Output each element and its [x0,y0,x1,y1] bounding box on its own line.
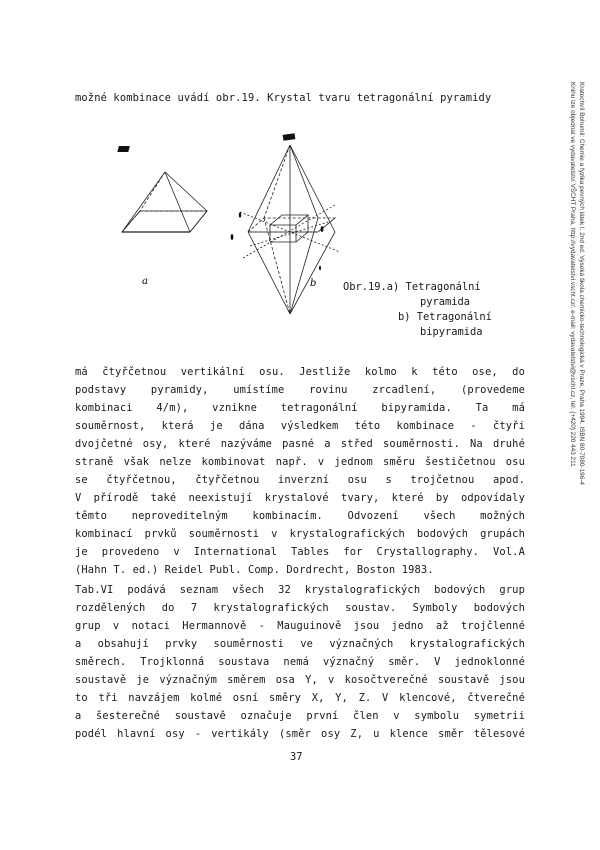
tetragonal-bipyramid-drawing [240,145,340,314]
body-line: grup v notaci Hermannově - Mauguinově jsou jedno až trojčlenné [75,620,525,632]
page-number: 37 [290,751,303,763]
body-line: souměrnost, která je dána výsledkem této kombinace - čtyři [75,420,525,432]
fourfold-axis-icon [283,133,296,141]
symmetry-axis-symbols [117,133,323,270]
figure-caption-line-1: Obr.19.a) Tetragonální [343,281,481,293]
body-line: rozdělených do 7 krystalografických soustav. Symboly bodových [75,602,525,614]
body-line: směrech. Trojklonná soustava nemá význačný směr. V jednoklonné [75,656,525,668]
body-line: V přírodě také neexistují krystalové tvary, které by odpovídaly [75,492,525,504]
figure-label-b: b [310,278,317,289]
side-note-line-2: Knihu lze objednat ve vydavatelství VŠCHT Praha, http://vydavatelstvi.vscht.cz/, e-mail: vydavatelstvi@vscht.cz, tel. (+420) 220 443 211 [569,82,576,467]
body-line: podél hlavní osy - vertikály (směr osy Z, u klence směr tělesové [75,728,525,740]
body-line: podstavy pyramidy, umístíme rovinu zrcadlení, (provedeme [75,384,525,396]
body-line: soustavě je význačným směrem osa Y, v kosočtverečné soustavě jsou [75,674,525,686]
twofold-axis-icon [321,226,324,232]
body-line: se čtyřčetnou, čtyřčetnou inverzní osu s trojčetnou apod. [75,474,525,486]
figure-caption-line-4: bipyramida [420,326,483,338]
body-line: Tab.VI podává seznam všech 32 krystalografických bodových grup [75,584,525,596]
twofold-axis-icon [231,234,234,240]
tetragonal-pyramid-drawing [122,172,207,232]
side-note-line-1: Kratochvíl Bohumil: Chemie a fyzika pevných látek I, 2nd ed. Vysoká škola chemicko-technologická v Praze, Praha 1994. ISBN 80-7080-196-4 [578,82,585,485]
body-line: těmto neproveditelným kombinacím. Odvození všech možných [75,510,525,522]
figure-caption-line-3: b) Tetragonální [398,311,492,323]
body-line: a šesterečné soustavě označuje první člen v symbolu symetrii [75,710,525,722]
figure-label-a: a [142,276,148,287]
body-line: kombinaci 4/m), vznikne tetragonální bipyramida. Ta má [75,402,525,414]
twofold-axis-icon [239,212,241,217]
body-line: a obsahují prvky souměrnosti ve význačných krystalografických [75,638,525,650]
text-line-top: možné kombinace uvádí obr.19. Krystal tvaru tetragonální pyramidy [75,92,492,104]
body-line: kombinací prvků souměrnosti v krystalografických bodových grupách [75,528,525,540]
body-line: to tři navzájem kolmé osní směry X, Y, Z. V klencové, čtverečné [75,692,525,704]
body-line: straně však nelze kombinovat např. v jednom směru šestičetnou osu [75,456,525,468]
body-line: je provedeno v International Tables for Crystallography. Vol.A [75,546,525,558]
twofold-axis-icon [319,266,321,270]
body-line: má čtyřčetnou vertikální osu. Jestliže kolmo k této ose, do [75,366,525,378]
body-line: dvojčetné osy, které nazýváme pasné a střed souměrnosti. Na druhé [75,438,525,450]
figure-caption-line-2: pyramida [420,296,471,308]
body-line: (Hahn T. ed.) Reidel Publ. Comp. Dordrecht, Boston 1983. [75,564,434,576]
fourfold-axis-icon [117,146,130,152]
side-note [568,82,586,722]
